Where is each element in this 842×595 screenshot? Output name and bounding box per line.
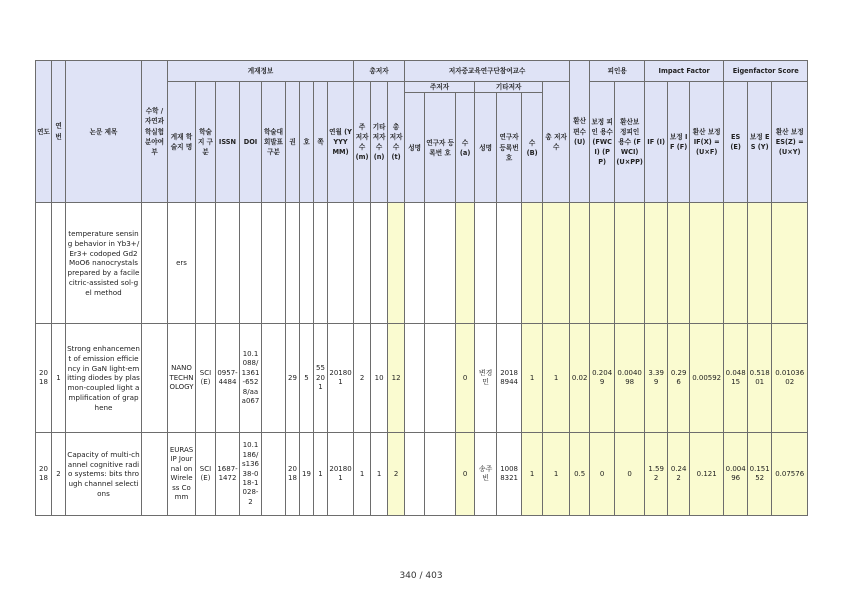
cell-other-reg: 10088321	[497, 433, 522, 516]
cell-if-x: 0.00592	[690, 324, 724, 433]
header-main-reg: 연구자 등록번 호	[425, 93, 456, 203]
cell-title: Strong enhancement of emission efficiency in GaN light-emitting diodes by plasmon-coupled light amplification of graphene	[66, 324, 142, 433]
cell-es-z: 0.0103602	[772, 324, 808, 433]
cell-es-y	[748, 203, 772, 324]
cell-page: 1	[314, 433, 328, 516]
cell-a: 0	[456, 324, 475, 433]
header-count-a: 수 (a)	[456, 93, 475, 203]
cell-title: temperature sensing behavior in Yb3+/Er3+ codoped Gd2MoO6 nanocrystals prepared by a facile citric-assisted sol-gel method	[66, 203, 142, 324]
cell-fwci: 0	[590, 433, 615, 516]
cell-year	[36, 203, 52, 324]
header-es: ES (E)	[724, 82, 748, 203]
header-fwci-converted: 환산보 정피인 용수 (FWCI) (U×PP)	[615, 82, 645, 203]
cell-journal-type: SCI(E)	[196, 324, 216, 433]
cell-paper-type	[262, 203, 286, 324]
cell-doi: 10.1186/s13638-018-1028-2	[240, 433, 262, 516]
cell-page	[314, 203, 328, 324]
cell-paper-type	[262, 324, 286, 433]
cell-issn: 0957-4484	[216, 324, 240, 433]
cell-math	[142, 433, 168, 516]
cell-n	[371, 203, 388, 324]
cell-other-name	[475, 203, 497, 324]
cell-total	[543, 203, 570, 324]
cell-other-name: 변경민	[475, 324, 497, 433]
cell-if	[645, 203, 668, 324]
cell-u	[570, 203, 590, 324]
cell-seq: 2	[52, 433, 66, 516]
cell-es: 0.00496	[724, 433, 748, 516]
header-seq: 연번	[52, 61, 66, 203]
cell-if-x: 0.121	[690, 433, 724, 516]
cell-issue: 19	[300, 433, 314, 516]
header-if-corrected: 보정 IF (F)	[668, 82, 690, 203]
paper-list-table	[35, 60, 808, 516]
cell-m: 2	[354, 324, 371, 433]
cell-main-name	[405, 433, 425, 516]
cell-fwci	[590, 203, 615, 324]
header-title: 논문 제목	[66, 61, 142, 203]
header-publication: 게재정보	[168, 61, 354, 82]
header-other-reg: 연구자 등록번 호	[497, 93, 522, 203]
cell-other-name: 송주빈	[475, 433, 497, 516]
header-volume: 권	[286, 82, 300, 203]
cell-volume: 2018	[286, 433, 300, 516]
header-impact-factor: Impact Factor	[645, 61, 724, 82]
cell-u: 0.5	[570, 433, 590, 516]
cell-title: Capacity of multi-channel cognitive radio systems: bits through channel selections	[66, 433, 142, 516]
header-other-name: 성명	[475, 93, 497, 203]
table-row	[36, 433, 808, 516]
cell-main-name	[405, 203, 425, 324]
cell-math	[142, 203, 168, 324]
cell-if-x	[690, 203, 724, 324]
header-eigenfactor: Eigenfactor Score	[724, 61, 808, 82]
cell-fwci-u	[615, 203, 645, 324]
header-total-authors: 총 저자 수 (t)	[388, 82, 405, 203]
cell-es-z: 0.07576	[772, 433, 808, 516]
cell-fwci-u: 0.004098	[615, 324, 645, 433]
cell-es	[724, 203, 748, 324]
cell-main-name	[405, 324, 425, 433]
cell-m	[354, 203, 371, 324]
header-year: 연도	[36, 61, 52, 203]
cell-issue	[300, 203, 314, 324]
cell-if: 1.592	[645, 433, 668, 516]
cell-main-reg	[425, 203, 456, 324]
cell-doi: 10.1088/1361-6528/aaa067	[240, 324, 262, 433]
header-journal: 게재 학술지 명	[168, 82, 196, 203]
cell-a: 0	[456, 433, 475, 516]
header-total-author-count: 총 저자 수	[543, 82, 570, 203]
header-issn: ISSN	[216, 82, 240, 203]
cell-total: 1	[543, 433, 570, 516]
cell-main-reg	[425, 433, 456, 516]
cell-other-reg: 20188944	[497, 324, 522, 433]
header-converted-count: 환산 편수 (U)	[570, 61, 590, 203]
header-main-name: 성명	[405, 93, 425, 203]
header-citation: 피인용	[590, 61, 645, 82]
header-issue: 호	[300, 82, 314, 203]
cell-seq: 1	[52, 324, 66, 433]
cell-main-reg	[425, 324, 456, 433]
cell-if: 3.399	[645, 324, 668, 433]
cell-b	[522, 203, 543, 324]
cell-page: 55201	[314, 324, 328, 433]
cell-t: 12	[388, 324, 405, 433]
cell-total: 1	[543, 324, 570, 433]
cell-fwci: 0.2049	[590, 324, 615, 433]
cell-journal: EURASIP Journal on Wireless Comm	[168, 433, 196, 516]
cell-journal-type: SCI(E)	[196, 433, 216, 516]
header-doi: DOI	[240, 82, 262, 203]
cell-year: 2018	[36, 433, 52, 516]
header-count-b: 수 (B)	[522, 93, 543, 203]
header-main-authors: 주 저자 수 (m)	[354, 82, 371, 203]
header-other-authors: 기타 저자 수 (n)	[371, 82, 388, 203]
cell-fwci-u: 0	[615, 433, 645, 516]
cell-issn	[216, 203, 240, 324]
cell-n: 1	[371, 433, 388, 516]
cell-doi	[240, 203, 262, 324]
header-faculty: 저자중교육연구단참여교수	[405, 61, 570, 82]
table-row	[36, 203, 808, 324]
cell-journal: NANOTECHNOLOGY	[168, 324, 196, 433]
cell-volume	[286, 203, 300, 324]
header-if-converted: 환산 보정 IF(X) = (U×F)	[690, 82, 724, 203]
cell-m: 1	[354, 433, 371, 516]
cell-volume: 29	[286, 324, 300, 433]
header-journal-type: 학술 지 구 분	[196, 82, 216, 203]
header-authors: 총저자	[354, 61, 405, 82]
header-if: IF (I)	[645, 82, 668, 203]
table-row	[36, 324, 808, 433]
header-fwci: 보정 피인 용수 (FWC I) (PP)	[590, 82, 615, 203]
cell-other-reg	[497, 203, 522, 324]
cell-if-f	[668, 203, 690, 324]
header-es-converted: 환산 보정 ES(Z) =(U×Y)	[772, 82, 808, 203]
cell-u: 0.02	[570, 324, 590, 433]
cell-es-z	[772, 203, 808, 324]
cell-seq	[52, 203, 66, 324]
cell-b: 1	[522, 433, 543, 516]
cell-n: 10	[371, 324, 388, 433]
page-number: 340 / 403	[399, 571, 443, 581]
header-other-author-group: 기타저자	[475, 82, 543, 93]
cell-t	[388, 203, 405, 324]
header-page: 쪽	[314, 82, 328, 203]
cell-es-y: 0.51801	[748, 324, 772, 433]
header-date: 연월 (YYYY MM)	[328, 82, 354, 203]
cell-es: 0.04815	[724, 324, 748, 433]
cell-journal-type	[196, 203, 216, 324]
cell-a	[456, 203, 475, 324]
cell-issue: 5	[300, 324, 314, 433]
cell-b: 1	[522, 324, 543, 433]
cell-journal: ers	[168, 203, 196, 324]
cell-es-y: 0.15152	[748, 433, 772, 516]
header-math: 수학 /자연과 학실험 분야여 부	[142, 61, 168, 203]
header-main-author-group: 주저자	[405, 82, 475, 93]
cell-year: 2018	[36, 324, 52, 433]
header-es-corrected: 보정 ES (Y)	[748, 82, 772, 203]
cell-t: 2	[388, 433, 405, 516]
cell-if-f: 0.296	[668, 324, 690, 433]
cell-date: 201801	[328, 324, 354, 433]
cell-if-f: 0.242	[668, 433, 690, 516]
cell-issn: 1687-1472	[216, 433, 240, 516]
cell-paper-type	[262, 433, 286, 516]
cell-date	[328, 203, 354, 324]
header-paper-type: 학술대 회발표 구분	[262, 82, 286, 203]
cell-math	[142, 324, 168, 433]
cell-date: 201801	[328, 433, 354, 516]
